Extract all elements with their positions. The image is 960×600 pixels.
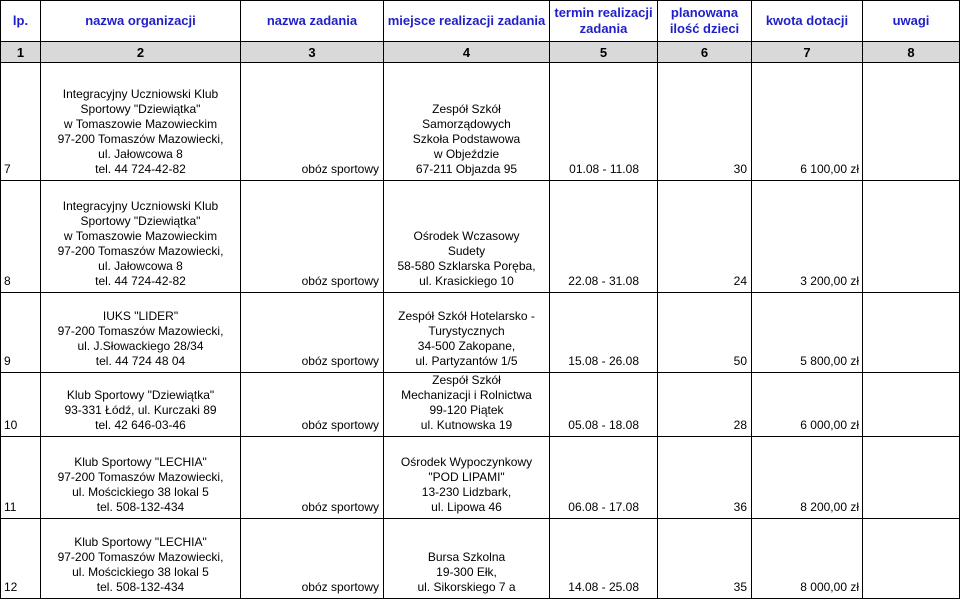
column-number-row (1, 42, 960, 63)
amount-cell: 3 200,00 zł (752, 181, 863, 293)
place-cell: Zespół Szkół Hotelarsko - Turystycznych 34-500 Zakopane, ul. Partyzantów 1/5 (384, 293, 550, 373)
notes-cell (863, 63, 960, 181)
place-cell: Zespół Szkół Mechanizacji i Rolnictwa 99-120 Piątek ul. Kutnowska 19 (384, 373, 550, 437)
amount-cell: 8 200,00 zł (752, 437, 863, 519)
column-number: 5 (550, 42, 658, 63)
organization-cell: IUKS "LIDER" 97-200 Tomaszów Mazowiecki, ul. J.Słowackiego 28/34 tel. 44 724 48 04 (41, 293, 241, 373)
term-cell: 01.08 - 11.08 (550, 63, 658, 181)
notes-cell (863, 437, 960, 519)
table-row (1, 63, 960, 181)
amount-cell: 8 000,00 zł (752, 519, 863, 599)
organization-cell: Klub Sportowy "LECHIA" 97-200 Tomaszów Mazowiecki, ul. Mościckiego 38 lokal 5 tel. 508-132-434 (41, 519, 241, 599)
notes-cell (863, 519, 960, 599)
organization-cell: Klub Sportowy "LECHIA" 97-200 Tomaszów Mazowiecki, ul. Mościckiego 38 lokal 5 tel. 508-132-434 (41, 437, 241, 519)
term-cell: 05.08 - 18.08 (550, 373, 658, 437)
children-cell: 28 (658, 373, 752, 437)
children-cell: 50 (658, 293, 752, 373)
header-amount: kwota dotacji (752, 1, 863, 42)
children-cell: 30 (658, 63, 752, 181)
task-cell: obóz sportowy (241, 373, 384, 437)
column-number: 6 (658, 42, 752, 63)
term-cell: 06.08 - 17.08 (550, 437, 658, 519)
term-cell: 15.08 - 26.08 (550, 293, 658, 373)
task-cell: obóz sportowy (241, 181, 384, 293)
table-row (1, 373, 960, 437)
amount-cell: 6 100,00 zł (752, 63, 863, 181)
header-lp: lp. (1, 1, 41, 42)
notes-cell (863, 181, 960, 293)
column-number: 3 (241, 42, 384, 63)
column-number: 4 (384, 42, 550, 63)
row-number: 9 (1, 293, 41, 373)
place-cell: Bursa Szkolna 19-300 Ełk, ul. Sikorskiego 7 a (384, 519, 550, 599)
task-cell: obóz sportowy (241, 519, 384, 599)
term-cell: 14.08 - 25.08 (550, 519, 658, 599)
column-number: 7 (752, 42, 863, 63)
header-row (1, 1, 960, 42)
notes-cell (863, 373, 960, 437)
row-number: 7 (1, 63, 41, 181)
header-term: termin realizacji zadania (550, 1, 658, 42)
table-row (1, 293, 960, 373)
column-number: 8 (863, 42, 960, 63)
header-notes: uwagi (863, 1, 960, 42)
header-task: nazwa zadania (241, 1, 384, 42)
notes-cell (863, 293, 960, 373)
row-number: 12 (1, 519, 41, 599)
table-row (1, 181, 960, 293)
header-organization: nazwa organizacji (41, 1, 241, 42)
amount-cell: 5 800,00 zł (752, 293, 863, 373)
organization-cell: Integracyjny Uczniowski Klub Sportowy "Dziewiątka" w Tomaszowie Mazowieckim 97-200 Tomaszów Mazowiecki, ul. Jałowcowa 8 tel. 44 724-42-82 (41, 63, 241, 181)
organization-cell: Klub Sportowy "Dziewiątka" 93-331 Łódź, ul. Kurczaki 89 tel. 42 646-03-46 (41, 373, 241, 437)
table-row (1, 437, 960, 519)
header-children: planowana ilość dzieci (658, 1, 752, 42)
children-cell: 35 (658, 519, 752, 599)
place-cell: Ośrodek Wczasowy Sudety 58-580 Szklarska Poręba, ul. Krasickiego 10 (384, 181, 550, 293)
task-cell: obóz sportowy (241, 63, 384, 181)
row-number: 10 (1, 373, 41, 437)
column-number: 2 (41, 42, 241, 63)
amount-cell: 6 000,00 zł (752, 373, 863, 437)
row-number: 11 (1, 437, 41, 519)
table-row (1, 519, 960, 599)
children-cell: 36 (658, 437, 752, 519)
organization-cell: Integracyjny Uczniowski Klub Sportowy "Dziewiątka" w Tomaszowie Mazowieckim 97-200 Tomaszów Mazowiecki, ul. Jałowcowa 8 tel. 44 724-42-82 (41, 181, 241, 293)
header-place: miejsce realizacji zadania (384, 1, 550, 42)
row-number: 8 (1, 181, 41, 293)
place-cell: Zespół Szkół Samorządowych Szkoła Podstawowa w Objeździe 67-211 Objazda 95 (384, 63, 550, 181)
place-cell: Ośrodek Wypoczynkowy "POD LIPAMI" 13-230 Lidzbark, ul. Lipowa 46 (384, 437, 550, 519)
task-cell: obóz sportowy (241, 293, 384, 373)
task-cell: obóz sportowy (241, 437, 384, 519)
column-number: 1 (1, 42, 41, 63)
term-cell: 22.08 - 31.08 (550, 181, 658, 293)
children-cell: 24 (658, 181, 752, 293)
